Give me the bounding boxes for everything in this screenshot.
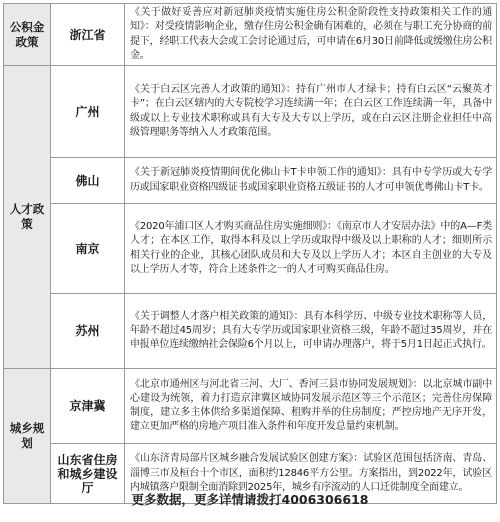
policy-content: 《北京市通州区与河北省三河、大厂、香河三县市协同发展规划》：以北京城市副中心建设为统领，着力打造京津冀区域协同发展示范区等三个示范区；完善住房保障制度，建立多主体供给多渠道保障、租购并举的住房制度；严控房地产无序开发，建立更加严格的房地产项目准入条件和年度开发总量约束机制。 — [125, 369, 497, 444]
table-row — [4, 66, 497, 158]
policy-table — [3, 3, 497, 504]
region-cell: 广州 — [51, 66, 125, 158]
category-cell: 公积金政策 — [4, 4, 51, 66]
table-row — [4, 158, 497, 204]
region-cell: 浙江省 — [51, 4, 125, 66]
policy-content: 《2020年浦口区人才购买商品住房实施细则》：《南京市人才安居办法》中的A—F类人才；在本区工作，取得本科及以上学历或取得中级及以上职称的人才；细则所示相关行业的企业，其核心团队成员和大专及以上学历人才；本区自主创业的大专及以上学历人才等，符合上述条件之一的人才可购买商品住房。 — [125, 204, 497, 294]
policy-content: 《关于白云区完善人才政策的通知》：持有广州市人才绿卡；持有白云区“云聚英才卡”；在白云区辖内的大专院校学习连续满一年；在白云区工作连续满一年，具备中级或以上专业技术职称或具有大专及大专以上学历，或在白云区注册企业担任中高级管理职务等纳入人才政策范围。 — [125, 66, 497, 158]
table-row — [4, 294, 497, 369]
region-cell: 山东省住房和城乡建设厅 — [51, 444, 125, 504]
policy-content: 《关于新冠肺炎疫情期间优化佛山卡T卡申领工作的通知》：具有中专学历或大专学历或国家职业资格四级证书或国家职业资格五级证书的人才可申领优粤佛山卡T卡。 — [125, 158, 497, 204]
category-cell: 城乡规划 — [4, 369, 51, 504]
category-cell: 人才政策 — [4, 66, 51, 369]
table-row — [4, 4, 497, 66]
region-cell: 南京 — [51, 204, 125, 294]
region-cell: 京津冀 — [51, 369, 125, 444]
region-cell: 苏州 — [51, 294, 125, 369]
policy-content: 《关于做好妥善应对新冠肺炎疫情实施住房公积金阶段性支持政策相关工作的通知》：对受疫情影响企业，缴存住房公积金确有困难的，必须在与职工充分协商的前提下，经职工代表大会或工会讨论通过后，可申请在6月30日前降低或缓缴住房公积金。 — [125, 4, 497, 66]
table-row — [4, 369, 497, 444]
table-row — [4, 204, 497, 294]
policy-content: 《关于调整人才落户相关政策的通知》：具有本科学历、中级专业技术职称等人员，年龄不超过45周岁；具有大专学历或国家职业资格三级，年龄不超过35周岁，并在申报单位连续缴纳社会保险6个月以上，可申请办理落户，将于5月1日起正式执行。 — [125, 294, 497, 369]
region-cell: 佛山 — [51, 158, 125, 204]
contact-footer: 更多数据，更多详情请拨打4006306618 — [131, 492, 369, 507]
policy-content: 《山东济青局部片区城乡融合发展试验区创建方案》：试验区范围包括济南、青岛、淄博三市及桓台十个市区，面积约12846平方公里。方案指出，到2022年，试验区内城镇落户限制全面消除到2025年，城乡有序流动的人口迁徙制度全面建立。 — [125, 444, 497, 504]
